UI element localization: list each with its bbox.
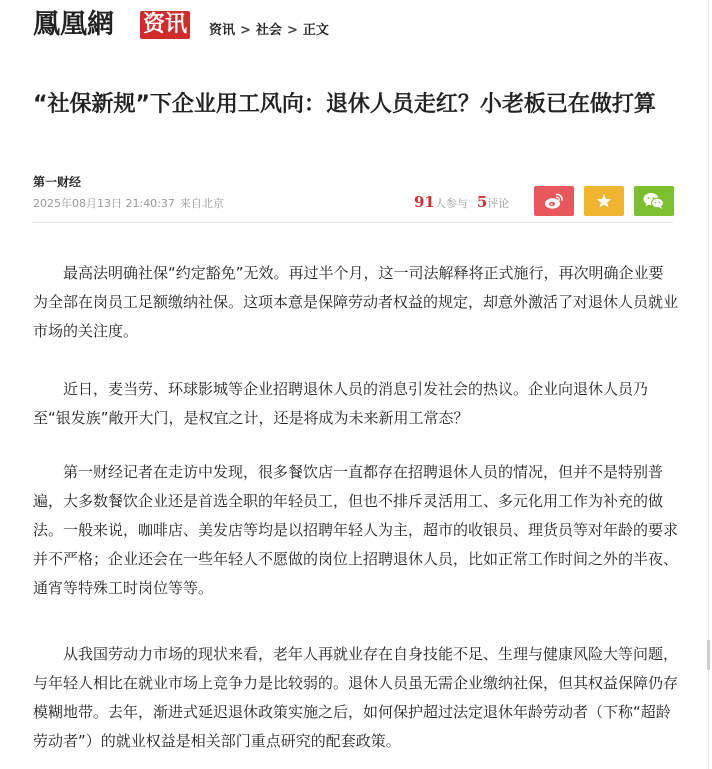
breadcrumb-item-news[interactable]: 资讯: [209, 23, 236, 38]
share-wechat-button[interactable]: [634, 186, 674, 216]
article-paragraph: 最高法明确社保“约定豁免”无效。再过半个月，这一司法解释将正式施行，再次明确企业要为全部在岗员工足额缴纳社保。这项本意是保障劳动者权益的规定，却意外激活了对退休人员就业市场的关注度。: [33, 264, 679, 340]
comments-count[interactable]: 5: [476, 193, 488, 211]
participants-label: 人参与: [434, 197, 468, 210]
breadcrumb: [209, 19, 329, 38]
article-paragraph: 从我国劳动力市场的现状来看，老年人再就业存在自身技能不足、生理与健康风险大等问题，与年轻人相比在就业市场上竞争力是比较弱的。退休人员虽无需企业缴纳社保，但其权益保障仍存模糊地带。去年，渐进式延迟退休政策实施之后，如何保护超过法定退休年龄劳动者（下称“超龄劳动者”）的就业权益是相关部门重点研究的配套政策。: [33, 645, 679, 750]
article-meta: [33, 195, 224, 211]
wechat-icon: [643, 192, 665, 210]
share-weibo-button[interactable]: [534, 186, 574, 216]
breadcrumb-separator: >: [240, 23, 251, 38]
breadcrumb-item-society[interactable]: 社会: [255, 23, 282, 38]
site-header: [0, 0, 712, 46]
article-location: 来自北京: [179, 197, 224, 210]
article-source[interactable]: 第一财经: [33, 175, 82, 189]
header-divider: [33, 222, 673, 223]
channel-badge[interactable]: 资讯: [140, 11, 190, 39]
breadcrumb-separator: >: [286, 23, 298, 38]
breadcrumb-item-current: 正文: [302, 23, 329, 38]
participants-count[interactable]: 91: [414, 193, 435, 211]
article-title: “社保新规”下企业用工风向：退休人员走红？小老板已在做打算: [33, 92, 656, 117]
favorite-button[interactable]: [584, 186, 624, 216]
article-stats: [414, 193, 509, 211]
page-scrollbar-thumb[interactable]: [707, 640, 710, 670]
star-icon: [596, 193, 612, 209]
article-paragraph: 近日，麦当劳、环球影城等企业招聘退休人员的消息引发社会的热议。企业向退休人员乃至“银发族”敞开大门，是权宜之计，还是将成为未来新用工常态？: [33, 380, 649, 427]
comments-label: 评论: [487, 197, 510, 210]
site-logo[interactable]: 鳳凰網: [33, 9, 114, 40]
weibo-icon: [544, 192, 564, 210]
article-paragraph: 第一财经记者在走访中发现，很多餐饮店一直都存在招聘退休人员的情况，但并不是特别普遍，大多数餐饮企业还是首选全职的年轻员工，但也不排斥灵活用工、多元化用工作为补充的做法。一般来说，咖啡店、美发店等均是以招聘年轻人为主，超市的收银员、理货员等对年龄的要求并不严格；企业还会在一些年轻人不愿做的岗位上招聘退休人员，比如正常工作时间之外的半夜、通宵等特殊工时岗位等等。: [33, 463, 679, 597]
article-datetime: 2025年08月13日 21:40:37: [33, 197, 175, 210]
